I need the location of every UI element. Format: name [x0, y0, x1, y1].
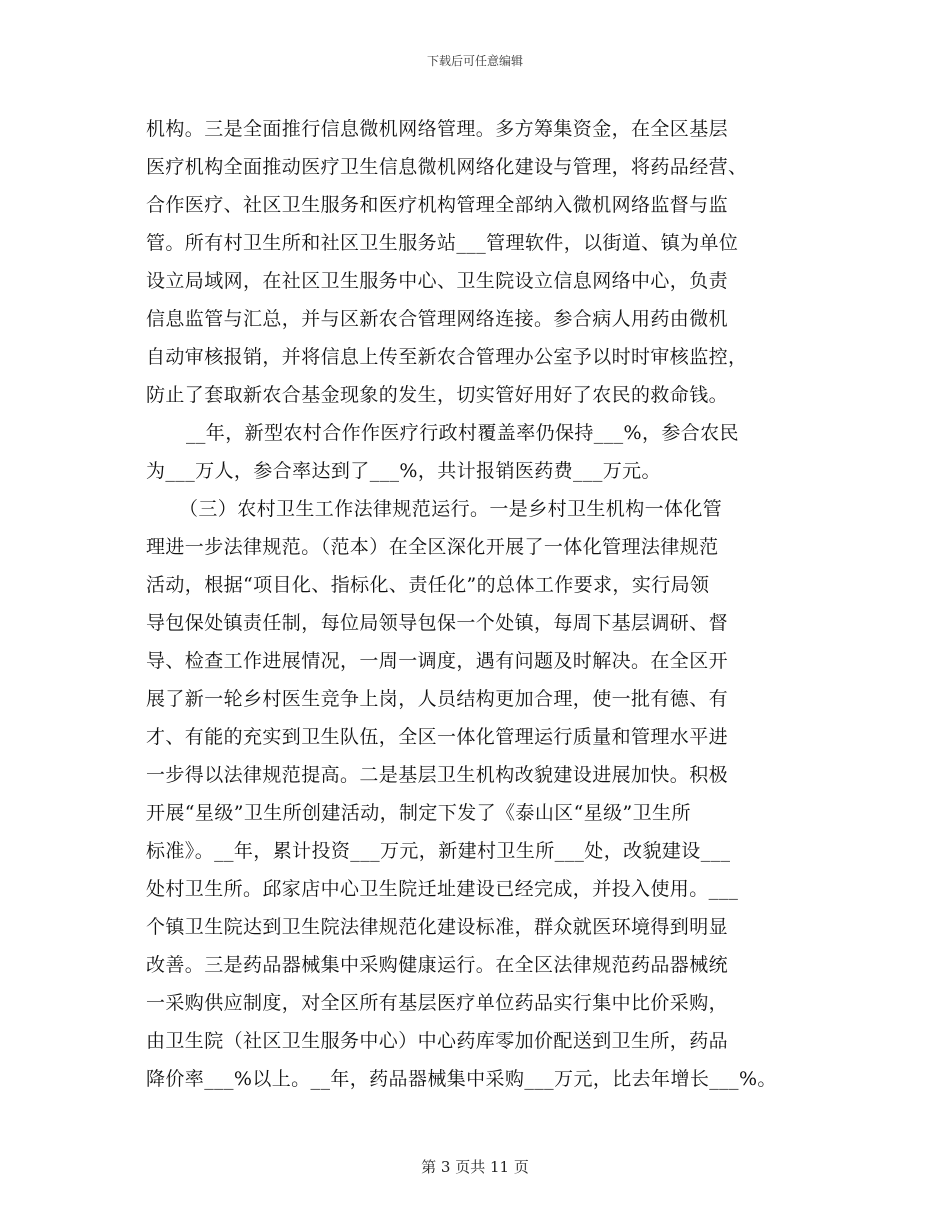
page-footer: 第 3 页共 11 页: [421, 1158, 529, 1176]
paragraph-line: 改善。三是药品器械集中采购健康运行。在全区法律规范药品器械统: [146, 954, 729, 976]
paragraph-line: 一步得以法律规范提高。二是基层卫生机构改貌建设进展加快。积极: [146, 764, 729, 786]
paragraph-line: 防止了套取新农合基金现象的发生，切实管好用好了农民的救命钱。: [146, 384, 729, 406]
paragraph-line: 导包保处镇责任制，每位局领导包保一个处镇，每周下基层调研、督: [146, 612, 729, 634]
paragraph-line: 展了新一轮乡村医生竞争上岗，人员结构更加合理，使一批有德、有: [146, 688, 729, 710]
paragraph-line: 自动审核报销，并将信息上传至新农合管理办公室予以时时审核监控，: [146, 346, 748, 368]
paragraph-line: 为___万人，参合率达到了___%，共计报销医药费___万元。: [146, 460, 661, 482]
body-text: [146, 110, 810, 1098]
paragraph-line: 降价率___%以上。__年，药品器械集中采购___万元，比去年增长___%。: [146, 1068, 777, 1090]
page-header: 下载后可任意编辑: [426, 54, 523, 68]
paragraph-line: 标准》。__年，累计投资___万元，新建村卫生所___处，改貌建设___: [146, 840, 731, 862]
paragraph-line: 才、有能的充实到卫生队伍，全区一体化管理运行质量和管理水平进: [146, 726, 729, 748]
paragraph-line: 一采购供应制度，对全区所有基层医疗单位药品实行集中比价采购，: [146, 992, 729, 1014]
paragraph-line: __年，新型农村合作作医疗行政村覆盖率仍保持___%，参合农民: [186, 422, 739, 444]
paragraph-line: 导、检查工作进展情况，一周一调度，遇有问题及时解决。在全区开: [146, 650, 729, 672]
paragraph-line: 医疗机构全面推动医疗卫生信息微机网络化建设与管理，将药品经营、: [146, 156, 748, 178]
paragraph-line: 理进一步法律规范。（范本）在全区深化开展了一体化管理法律规范: [146, 536, 719, 558]
paragraph-line: 设立局域网，在社区卫生服务中心、卫生院设立信息网络中心，负责: [146, 270, 729, 292]
paragraph-line: 处村卫生所。邱家店中心卫生院迁址建设已经完成，并投入使用。___: [146, 878, 739, 900]
paragraph-line: 机构。三是全面推行信息微机网络管理。多方筹集资金，在全区基层: [146, 118, 729, 140]
paragraph-line: 由卫生院（社区卫生服务中心）中心药库零加价配送到卫生所，药品: [146, 1030, 729, 1052]
section-heading-line: （三）农村卫生工作法律规范运行。一是乡村卫生机构一体化管: [179, 498, 723, 520]
paragraph-line: 管。所有村卫生所和社区卫生服务站___管理软件，以街道、镇为单位: [146, 232, 739, 254]
paragraph-line: 个镇卫生院达到卫生院法律规范化建设标准，群众就医环境得到明显: [146, 916, 729, 938]
paragraph-line: 活动，根据“项目化、指标化、责任化”的总体工作要求，实行局领: [146, 574, 710, 596]
paragraph-line: 开展“星级”卫生所创建活动，制定下发了《泰山区“星级”卫生所: [146, 802, 691, 824]
paragraph-line: 信息监管与汇总，并与区新农合管理网络连接。参合病人用药由微机: [146, 308, 729, 330]
paragraph-line: 合作医疗、社区卫生服务和医疗机构管理全部纳入微机网络监督与监: [146, 194, 729, 216]
